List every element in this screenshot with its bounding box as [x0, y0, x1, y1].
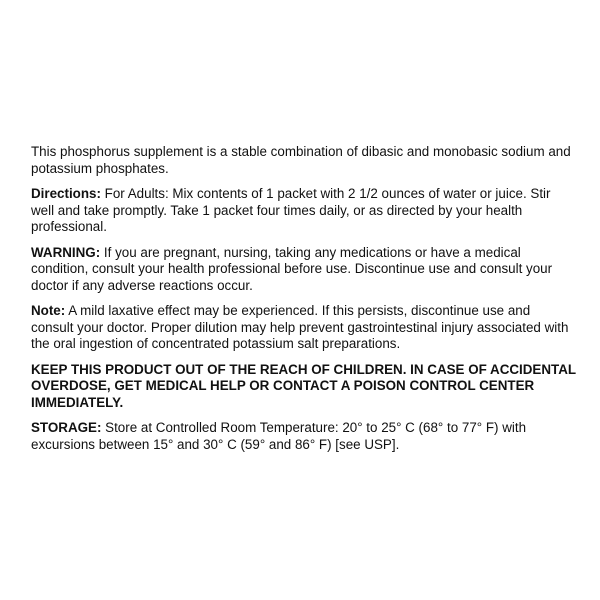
- intro-paragraph: This phosphorus supplement is a stable combination of dibasic and monobasic sodium and potassium phosphates.: [31, 144, 571, 176]
- directions-label: Directions:: [31, 186, 101, 201]
- storage-label: STORAGE:: [31, 420, 102, 435]
- note-text: A mild laxative effect may be experienced. If this persists, discontinue use and consult your doctor. Proper dilution may help prevent gastrointestinal injury associated with the oral ingestion of concentrated potassium salt preparations.: [31, 303, 569, 351]
- label-text-block: [31, 144, 576, 462]
- warning-label: WARNING:: [31, 244, 101, 260]
- directions-paragraph: [31, 186, 576, 236]
- warning-text: If you are pregnant, nursing, taking any medications or have a medical condition, consult your health professional before use. Discontinue use and consult your doctor if any adverse reactions occur.: [31, 244, 553, 293]
- warning-paragraph: [31, 245, 576, 295]
- directions-text: For Adults: Mix contents of 1 packet with 2 1/2 ounces of water or juice. Stir well and take promptly. Take 1 packet four times daily, or as directed by your health professional.: [31, 186, 551, 234]
- storage-text: Store at Controlled Room Temperature: 20° to 25° C (68° to 77° F) with excursions between 15° and 30° C (59° and 86° F) [see USP].: [31, 420, 527, 452]
- note-label: Note:: [31, 303, 66, 318]
- keep-out-of-reach-paragraph: KEEP THIS PRODUCT OUT OF THE REACH OF CHILDREN. IN CASE OF ACCIDENTAL OVERDOSE, GET MEDICAL HELP OR CONTACT A POISON CONTROL CENTER IMMEDIATELY.: [31, 361, 576, 410]
- storage-paragraph: [31, 420, 576, 453]
- note-paragraph: [31, 303, 576, 353]
